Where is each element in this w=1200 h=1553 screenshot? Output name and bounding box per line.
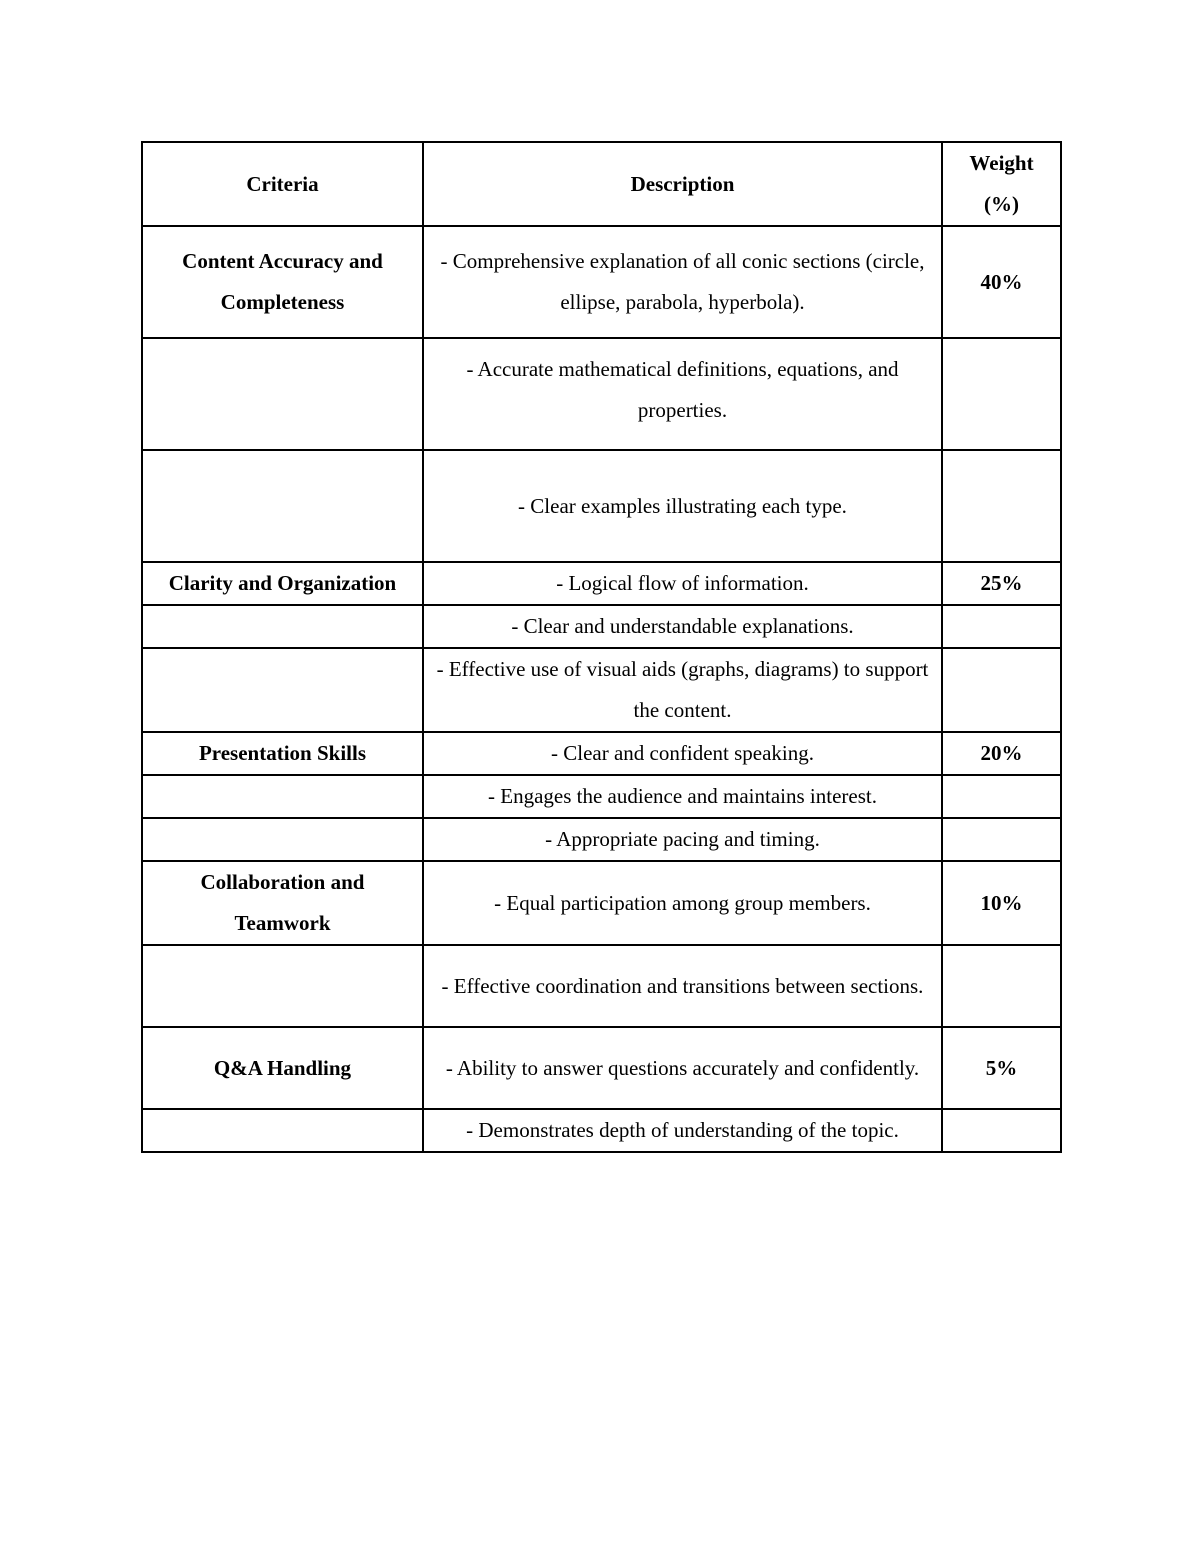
weight-cell bbox=[942, 605, 1061, 648]
criteria-cell: Content Accuracy and Completeness bbox=[142, 226, 423, 338]
description-cell: - Accurate mathematical definitions, equations, and properties. bbox=[423, 338, 942, 450]
criteria-cell bbox=[142, 338, 423, 450]
criteria-cell bbox=[142, 1109, 423, 1152]
table-row bbox=[142, 732, 1061, 775]
weight-cell bbox=[942, 775, 1061, 818]
header-description: Description bbox=[423, 142, 942, 226]
criteria-cell bbox=[142, 648, 423, 732]
table-row bbox=[142, 450, 1061, 562]
criteria-cell bbox=[142, 605, 423, 648]
weight-cell bbox=[942, 648, 1061, 732]
table-row bbox=[142, 562, 1061, 605]
description-cell: - Engages the audience and maintains interest. bbox=[423, 775, 942, 818]
description-cell: - Comprehensive explanation of all conic sections (circle, ellipse, parabola, hyperbola). bbox=[423, 226, 942, 338]
weight-cell: 40% bbox=[942, 226, 1061, 338]
criteria-cell: Collaboration and Teamwork bbox=[142, 861, 423, 945]
table-row bbox=[142, 1109, 1061, 1152]
criteria-cell bbox=[142, 775, 423, 818]
description-cell: - Clear and understandable explanations. bbox=[423, 605, 942, 648]
weight-cell: 20% bbox=[942, 732, 1061, 775]
weight-cell bbox=[942, 450, 1061, 562]
description-cell: - Logical flow of information. bbox=[423, 562, 942, 605]
description-cell: - Demonstrates depth of understanding of the topic. bbox=[423, 1109, 942, 1152]
weight-cell: 5% bbox=[942, 1027, 1061, 1109]
table-row bbox=[142, 648, 1061, 732]
weight-cell: 10% bbox=[942, 861, 1061, 945]
table-row bbox=[142, 945, 1061, 1027]
weight-cell bbox=[942, 338, 1061, 450]
table-row bbox=[142, 861, 1061, 945]
criteria-cell: Q&A Handling bbox=[142, 1027, 423, 1109]
weight-cell: 25% bbox=[942, 562, 1061, 605]
weight-cell bbox=[942, 945, 1061, 1027]
criteria-cell: Presentation Skills bbox=[142, 732, 423, 775]
header-row bbox=[142, 142, 1061, 226]
table-row bbox=[142, 338, 1061, 450]
weight-cell bbox=[942, 818, 1061, 861]
criteria-cell: Clarity and Organization bbox=[142, 562, 423, 605]
criteria-cell bbox=[142, 818, 423, 861]
description-cell: - Ability to answer questions accurately and confidently. bbox=[423, 1027, 942, 1109]
description-cell: - Effective coordination and transitions between sections. bbox=[423, 945, 942, 1027]
weight-cell bbox=[942, 1109, 1061, 1152]
criteria-cell bbox=[142, 450, 423, 562]
table-row bbox=[142, 775, 1061, 818]
table-row bbox=[142, 605, 1061, 648]
header-criteria: Criteria bbox=[142, 142, 423, 226]
header-weight: Weight (%) bbox=[942, 142, 1061, 226]
description-cell: - Appropriate pacing and timing. bbox=[423, 818, 942, 861]
description-cell: - Effective use of visual aids (graphs, diagrams) to support the content. bbox=[423, 648, 942, 732]
table-row bbox=[142, 818, 1061, 861]
description-cell: - Clear and confident speaking. bbox=[423, 732, 942, 775]
table-row bbox=[142, 226, 1061, 338]
description-cell: - Clear examples illustrating each type. bbox=[423, 450, 942, 562]
rubric-table bbox=[141, 141, 1062, 1153]
description-cell: - Equal participation among group members. bbox=[423, 861, 942, 945]
criteria-cell bbox=[142, 945, 423, 1027]
table-row bbox=[142, 1027, 1061, 1109]
